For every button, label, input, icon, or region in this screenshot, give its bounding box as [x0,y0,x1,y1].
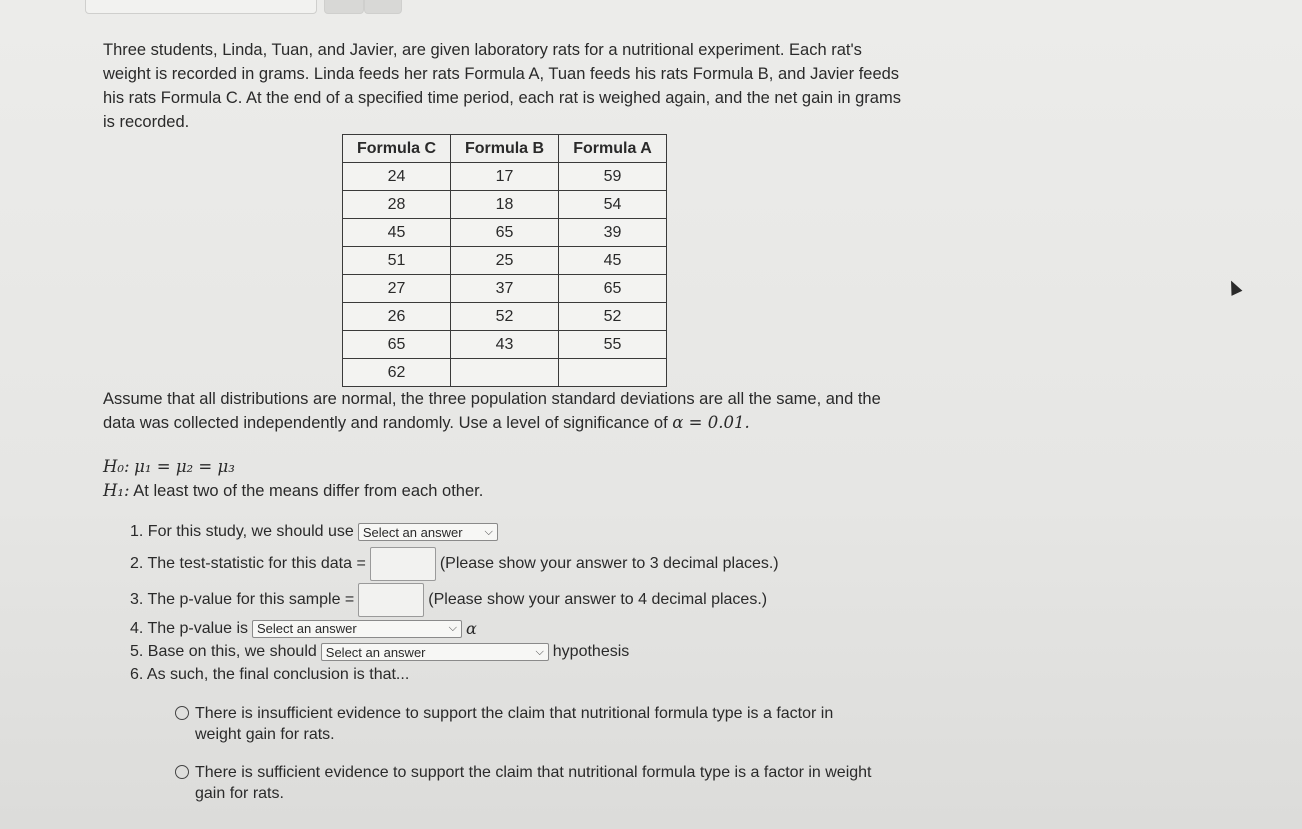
header-formula-b: Formula B [451,135,559,163]
table-row [343,275,667,303]
q5-suffix: hypothesis [552,643,630,660]
test-statistic-input[interactable] [370,547,436,581]
question-6 [130,666,409,684]
table-cell: 59 [559,163,667,191]
table-cell: 25 [451,247,559,275]
header-formula-a: Formula A [559,135,667,163]
q5-label: 5. Base on this, we should [130,643,317,660]
chevron-down-icon: ⌵ [535,645,544,658]
top-bar [0,0,1302,14]
question-2 [130,547,779,581]
test-type-select[interactable] [358,523,498,541]
q3-note: (Please show your answer to 4 decimal places.) [428,591,768,608]
hypotheses [103,455,483,503]
question-5 [130,643,629,661]
q3-label: 3. The p-value for this sample = [130,591,355,608]
table-row [343,303,667,331]
h0-expression: μ₁ = μ₂ = μ₃ [134,457,235,476]
table-cell: 54 [559,191,667,219]
table-cell: 45 [343,219,451,247]
chevron-down-icon: ⌵ [484,525,493,538]
chevron-down-icon: ⌵ [448,622,457,634]
null-hypothesis [103,455,483,479]
table-row [343,331,667,359]
option-text: There is insufficient evidence to support the claim that nutritional formula type is a factor in weight gain for rats. [195,705,834,743]
q5-select-value: Select an answer [325,644,426,660]
p-value-input[interactable] [358,583,424,617]
table-cell [451,359,559,387]
problem-intro: Three students, Linda, Tuan, and Javier, are given laboratory rats for a nutritional experiment. Each rat's weight is recorded in grams. Linda feeds her rats Formula A, Tuan feeds his rats Formula B, and Javier feeds his rats Formula C. At the end of a specified time period, each rat is weighed again, and the net gain in grams is recorded. [103,41,901,131]
q4-select-value: Select an answer [257,621,357,636]
q2-note: (Please show your answer to 3 decimal places.) [439,555,779,572]
table-row [343,219,667,247]
table-cell: 18 [451,191,559,219]
top-tab-left[interactable] [85,0,317,14]
table-row [343,163,667,191]
table-cell: 28 [343,191,451,219]
table-cell: 27 [343,275,451,303]
p-value-comparison-select[interactable] [252,620,462,638]
q4-alpha: α [466,619,477,638]
table-cell: 55 [559,331,667,359]
table-cell: 51 [343,247,451,275]
h0-label: H₀: [103,457,130,476]
table-cell: 65 [451,219,559,247]
table-cell: 24 [343,163,451,191]
assumption-text [103,387,903,435]
table-cell: 45 [559,247,667,275]
decision-select[interactable] [321,643,549,661]
h1-text: At least two of the means differ from each other. [133,482,484,500]
table-header-row [343,135,667,163]
question-4 [130,619,477,638]
option-text: There is sufficient evidence to support the claim that nutritional formula type is a factor in weight gain for rats. [195,764,872,802]
table-cell: 65 [343,331,451,359]
table-cell: 17 [451,163,559,191]
data-table [342,134,667,387]
assumption-body: Assume that all distributions are normal, the three population standard deviations are all the same, and the data was collected independently and randomly. Use a level of significance of [103,390,881,432]
table-row [343,191,667,219]
h1-label: H₁: [103,481,130,500]
table-row [343,247,667,275]
table-cell [559,359,667,387]
q4-label: 4. The p-value is [130,619,248,637]
radio-button[interactable] [175,765,189,779]
question-1 [130,523,502,541]
mouse-cursor-icon [1226,278,1243,296]
table-cell: 52 [559,303,667,331]
table-cell: 52 [451,303,559,331]
header-formula-c: Formula C [343,135,451,163]
conclusion-option-sufficient[interactable] [175,762,875,804]
conclusion-option-insufficient[interactable] [175,703,875,745]
radio-button[interactable] [175,706,189,720]
top-tab-right[interactable] [364,0,402,14]
table-cell: 43 [451,331,559,359]
top-tab-mid[interactable] [324,0,364,14]
question-3 [130,583,767,617]
table-cell: 65 [559,275,667,303]
q1-select-value: Select an answer [362,524,463,540]
table-cell: 26 [343,303,451,331]
alpha-value: α = 0.01. [672,413,750,432]
alternative-hypothesis [103,479,483,503]
table-row [343,359,667,387]
table-cell: 37 [451,275,559,303]
table-cell: 39 [559,219,667,247]
q2-label: 2. The test-statistic for this data = [130,555,366,572]
q1-label: 1. For this study, we should use [130,523,354,540]
q6-label: 6. As such, the final conclusion is that... [130,666,410,683]
table-cell: 62 [343,359,451,387]
